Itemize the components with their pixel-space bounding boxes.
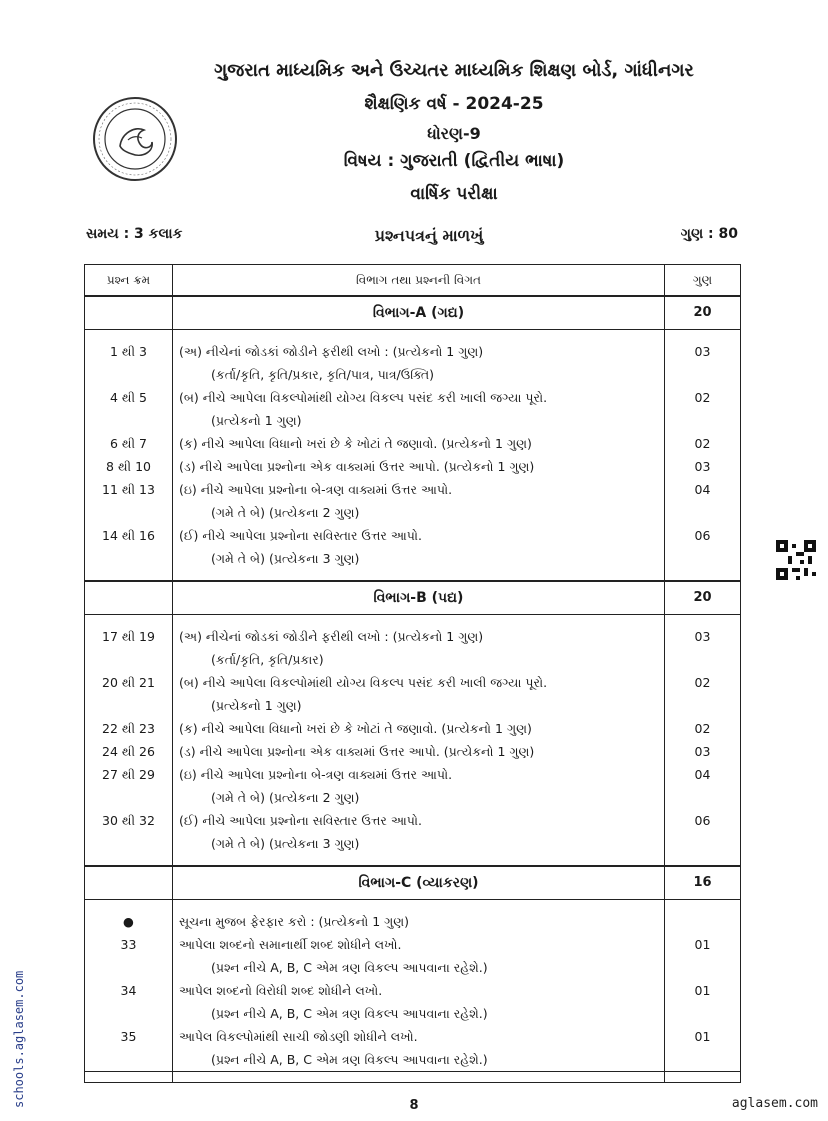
question-instruction: (અ) નીચેનાં જોડકાં જોડીને ફરીથી લખો : (પ્રત્યેકનો 1 ગુણ) <box>179 629 484 644</box>
question-number: 6 થી 7 <box>85 432 173 455</box>
question-marks: 03 <box>665 625 741 671</box>
spacer-cell <box>85 570 173 581</box>
question-number: 17 થી 19 <box>85 625 173 671</box>
section-header-row <box>85 866 741 900</box>
question-marks: 01 <box>665 1025 741 1072</box>
question-details <box>173 524 665 570</box>
question-marks: 02 <box>665 386 741 432</box>
table-row <box>85 809 741 855</box>
table-row <box>85 432 741 455</box>
question-marks: 04 <box>665 478 741 524</box>
spacer-cell <box>665 615 741 626</box>
question-instruction: (ક) નીચે આપેલા વિધાનો ખરાં છે કે ખોટાં તે જણાવો. (પ્રત્યેકનો 1 ગુણ) <box>179 436 532 451</box>
table-row <box>85 524 741 570</box>
table-row <box>85 340 741 386</box>
question-instruction: (ક) નીચે આપેલા વિધાનો ખરાં છે કે ખોટાં તે જણાવો. (પ્રત્યેકનો 1 ગુણ) <box>179 721 532 736</box>
table-row <box>85 933 741 979</box>
section-title: વિભાગ-C (વ્યાકરણ) <box>173 866 665 900</box>
total-marks: ગુણ : 80 <box>680 226 738 242</box>
spacer-cell <box>665 330 741 341</box>
spacer-cell <box>173 855 665 866</box>
question-details <box>173 386 665 432</box>
spacer-cell <box>85 330 173 341</box>
table-row <box>85 763 741 809</box>
academic-year: શૈક્ષણિક વર્ષ - 2024-25 <box>364 94 544 114</box>
spacer-cell <box>173 570 665 581</box>
column-header-question-number: પ્રશ્ન ક્રમ <box>85 265 173 297</box>
question-details <box>173 763 665 809</box>
spacer-row <box>85 900 741 911</box>
question-number: 27 થી 29 <box>85 763 173 809</box>
question-details <box>173 910 665 933</box>
question-number: 34 <box>85 979 173 1025</box>
table-row <box>85 625 741 671</box>
question-instruction: (ઈ) નીચે આપેલા પ્રશ્નોના સવિસ્તાર ઉત્તર આપો. <box>179 813 422 828</box>
question-instruction: (ડ) નીચે આપેલા પ્રશ્નોના એક વાક્યમાં ઉત્તર આપો. (પ્રત્યેકનો 1 ગુણ) <box>179 744 535 759</box>
question-instruction: સૂચના મુજબ ફેરફાર કરો : (પ્રત્યેકનો 1 ગુણ) <box>179 914 410 929</box>
standard: ધોરણ-9 <box>427 124 481 143</box>
spacer-cell <box>665 570 741 581</box>
question-instruction: (ઇ) નીચે આપેલા પ્રશ્નોના બે-ત્રણ વાક્યમાં ઉત્તર આપો. <box>179 767 453 782</box>
question-details <box>173 979 665 1025</box>
table-row <box>85 979 741 1025</box>
question-number: 35 <box>85 1025 173 1072</box>
question-details <box>173 933 665 979</box>
question-note: (કર્તા/કૃતિ, કૃતિ/પ્રકાર) <box>211 652 324 667</box>
table-header-row <box>85 265 741 297</box>
question-note: (કર્તા/કૃતિ, કૃતિ/પ્રકાર, કૃતિ/પાત્ર, પાત્ર/ઉક્તિ) <box>211 367 435 382</box>
question-instruction: (ડ) નીચે આપેલા પ્રશ્નોના એક વાક્યમાં ઉત્તર આપો. (પ્રત્યેકનો 1 ગુણ) <box>179 459 535 474</box>
question-marks: 06 <box>665 809 741 855</box>
spacer-cell <box>85 1072 173 1083</box>
section-number-cell <box>85 296 173 330</box>
question-marks: 02 <box>665 671 741 717</box>
spacer-cell <box>173 615 665 626</box>
question-note: (ગમે તે બે) (પ્રત્યેકના 3 ગુણ) <box>211 551 360 566</box>
table-row <box>85 671 741 717</box>
question-number: 33 <box>85 933 173 979</box>
section-marks: 16 <box>665 866 741 900</box>
question-details <box>173 625 665 671</box>
question-note: (પ્રશ્ન નીચે A, B, C એમ ત્રણ વિકલ્પ આપવાના રહેશે.) <box>211 960 488 975</box>
question-number: 4 થી 5 <box>85 386 173 432</box>
question-details <box>173 1025 665 1072</box>
table-row <box>85 455 741 478</box>
question-marks: 03 <box>665 740 741 763</box>
question-number: 24 થી 26 <box>85 740 173 763</box>
section-title: વિભાગ-B (પદ્ય) <box>173 581 665 615</box>
table-row <box>85 386 741 432</box>
spacer-cell <box>665 855 741 866</box>
question-number: 14 થી 16 <box>85 524 173 570</box>
question-details <box>173 809 665 855</box>
question-number: 30 થી 32 <box>85 809 173 855</box>
spacer-cell <box>173 330 665 341</box>
question-marks: 02 <box>665 432 741 455</box>
question-note: (પ્રત્યેકનો 1 ગુણ) <box>211 698 302 713</box>
table-row <box>85 717 741 740</box>
table-row <box>85 740 741 763</box>
question-note: (પ્રશ્ન નીચે A, B, C એમ ત્રણ વિકલ્પ આપવાના રહેશે.) <box>211 1052 488 1067</box>
question-note: (ગમે તે બે) (પ્રત્યેકના 2 ગુણ) <box>211 505 360 520</box>
question-note: (પ્રત્યેકનો 1 ગુણ) <box>211 413 302 428</box>
column-header-details: વિભાગ તથા પ્રશ્નની વિગત <box>173 265 665 297</box>
question-instruction: આપેલ વિકલ્પોમાંથી સાચી જોડણી શોધીને લખો. <box>179 1029 418 1044</box>
spacer-row <box>85 1072 741 1083</box>
spacer-row <box>85 330 741 341</box>
question-marks: 06 <box>665 524 741 570</box>
question-instruction: (ઈ) નીચે આપેલા પ્રશ્નોના સવિસ્તાર ઉત્તર આપો. <box>179 528 422 543</box>
question-number: 22 થી 23 <box>85 717 173 740</box>
question-marks: 03 <box>665 455 741 478</box>
question-number: ● <box>85 910 173 933</box>
question-number: 1 થી 3 <box>85 340 173 386</box>
paper-structure-table <box>84 264 741 1083</box>
section-header-row <box>85 581 741 615</box>
exam-name: વાર્ષિક પરીક્ષા <box>410 184 498 204</box>
question-instruction: (બ) નીચે આપેલા વિકલ્પોમાંથી યોગ્ય વિકલ્પ પસંદ કરી ખાલી જગ્યા પૂરો. <box>179 390 548 405</box>
question-number: 8 થી 10 <box>85 455 173 478</box>
question-instruction: (ઇ) નીચે આપેલા પ્રશ્નોના બે-ત્રણ વાક્યમાં ઉત્તર આપો. <box>179 482 453 497</box>
section-header-row <box>85 296 741 330</box>
question-details <box>173 478 665 524</box>
question-marks: 04 <box>665 763 741 809</box>
question-details <box>173 740 665 763</box>
spacer-cell <box>85 900 173 911</box>
question-details <box>173 671 665 717</box>
section-number-cell <box>85 581 173 615</box>
question-instruction: (બ) નીચે આપેલા વિકલ્પોમાંથી યોગ્ય વિકલ્પ પસંદ કરી ખાલી જગ્યા પૂરો. <box>179 675 548 690</box>
spacer-cell <box>173 900 665 911</box>
question-details <box>173 432 665 455</box>
question-details <box>173 455 665 478</box>
table-row <box>85 478 741 524</box>
question-instruction: આપેલ શબ્દનો વિરોધી શબ્દ શોધીને લખો. <box>179 983 383 998</box>
spacer-cell <box>173 1072 665 1083</box>
question-number: 20 થી 21 <box>85 671 173 717</box>
question-instruction: (અ) નીચેનાં જોડકાં જોડીને ફરીથી લખો : (પ્રત્યેકનો 1 ગુણ) <box>179 344 484 359</box>
qr-code-icon <box>776 540 816 580</box>
table-row <box>85 910 741 933</box>
site-name: aglasem.com <box>731 1096 818 1111</box>
table-row <box>85 1025 741 1072</box>
board-name: ગુજરાત માધ્યમિક અને ઉચ્ચતર માધ્યમિક શિક્ષણ બોર્ડ, ગાંધીનગર <box>214 60 694 81</box>
question-number: 11 થી 13 <box>85 478 173 524</box>
column-header-marks: ગુણ <box>665 265 741 297</box>
section-marks: 20 <box>665 296 741 330</box>
page-number: 8 <box>409 1098 419 1113</box>
spacer-cell <box>85 855 173 866</box>
spacer-cell <box>665 900 741 911</box>
spacer-row <box>85 615 741 626</box>
question-marks: 01 <box>665 933 741 979</box>
spacer-cell <box>85 615 173 626</box>
spacer-row <box>85 570 741 581</box>
question-marks <box>665 910 741 933</box>
question-details <box>173 717 665 740</box>
question-marks: 01 <box>665 979 741 1025</box>
section-number-cell <box>85 866 173 900</box>
question-note: (ગમે તે બે) (પ્રત્યેકના 2 ગુણ) <box>211 790 360 805</box>
exam-duration: સમય : 3 કલાક <box>86 226 183 242</box>
subject: વિષય : ગુજરાતી (દ્વિતીય ભાષા) <box>343 151 565 171</box>
question-marks: 02 <box>665 717 741 740</box>
spacer-row <box>85 855 741 866</box>
section-title: વિભાગ-A (ગદ્ય) <box>173 296 665 330</box>
spacer-cell <box>665 1072 741 1083</box>
question-note: (ગમે તે બે) (પ્રત્યેકના 3 ગુણ) <box>211 836 360 851</box>
paper-structure-title: પ્રશ્નપત્રનું માળખું <box>374 226 484 245</box>
side-watermark: schools.aglasem.com <box>12 970 26 1108</box>
question-marks: 03 <box>665 340 741 386</box>
question-instruction: આપેલા શબ્દનો સમાનાર્થી શબ્દ શોધીને લખો. <box>179 937 402 952</box>
question-note: (પ્રશ્ન નીચે A, B, C એમ ત્રણ વિકલ્પ આપવાના રહેશે.) <box>211 1006 488 1021</box>
question-details <box>173 340 665 386</box>
section-marks: 20 <box>665 581 741 615</box>
